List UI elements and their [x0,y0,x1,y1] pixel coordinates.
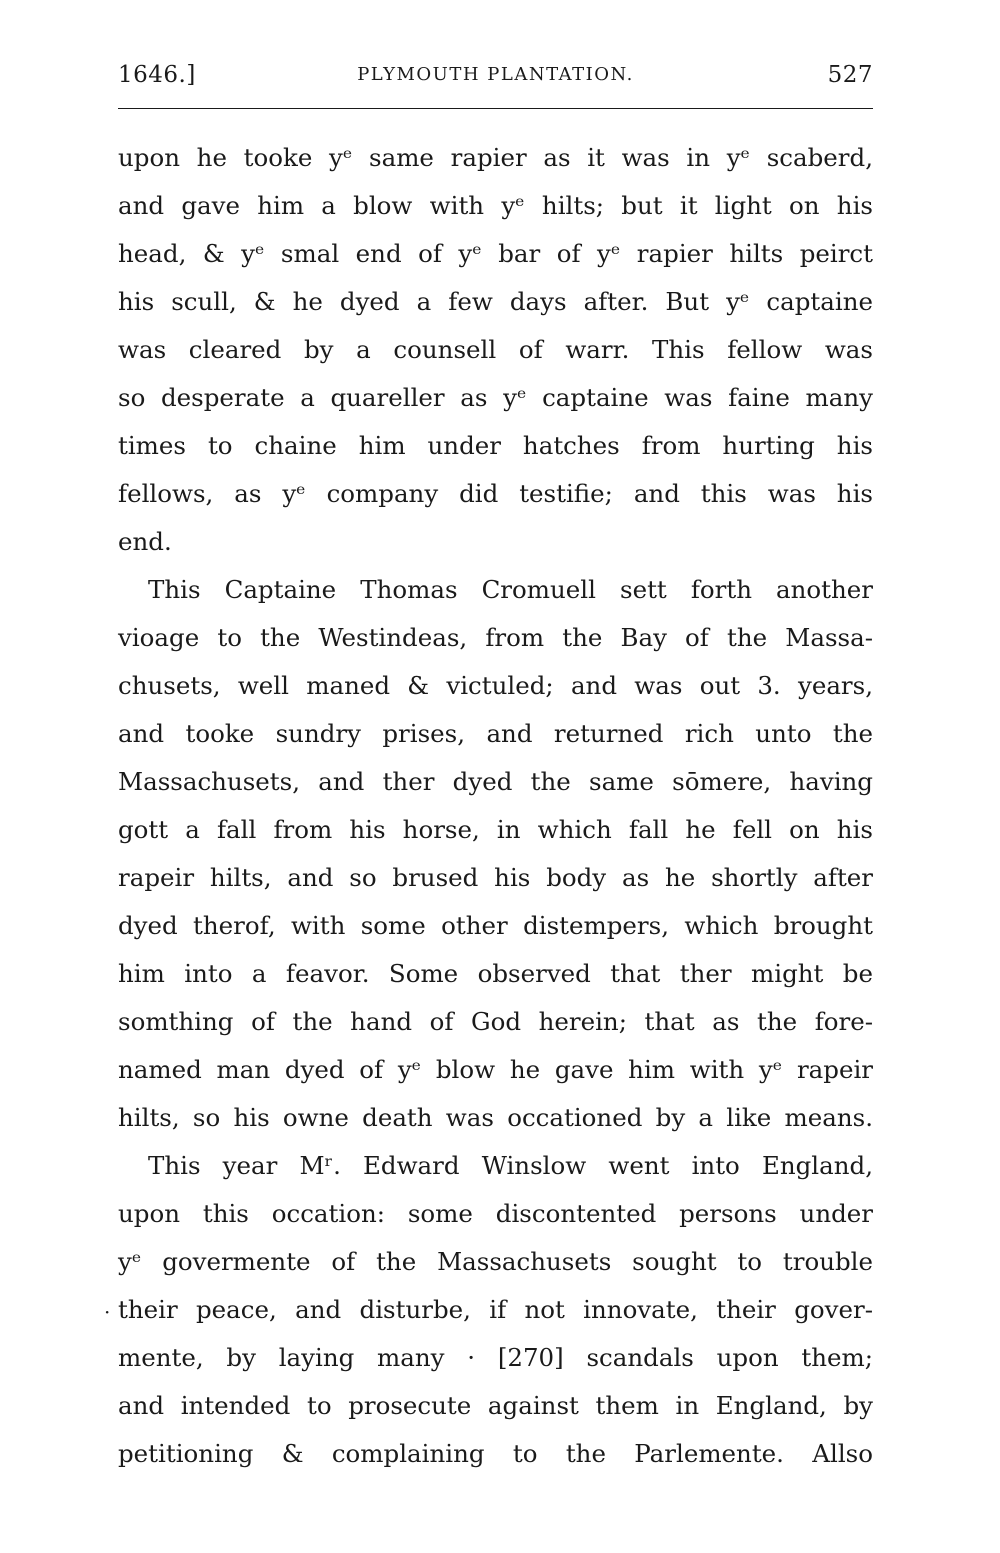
text-line: and tooke sundry prises, and returned rich unto the [118,719,873,748]
text-line: named man dyed of yᵉ blow he gave him with yᵉ rapeir [118,1055,873,1084]
text-line: upon this occation: some discontented persons under [118,1199,873,1228]
text-line: petitioning & complaining to the Parlemente. Allso [118,1439,873,1468]
text-line: dyed therof, with some other distempers, which brought [118,911,873,940]
text-line: chusets, well maned & victuled; and was out 3. years, [118,671,873,700]
text-line: and gave him a blow with yᵉ hilts; but it light on his [118,191,873,220]
text-line: times to chaine him under hatches from hurting his [118,431,873,460]
text-line: hilts, so his owne death was occationed by a like means. [118,1103,873,1132]
text-line: mente, by laying many · [270] scandals upon them; [118,1343,873,1372]
header-rule [118,108,873,109]
running-header [118,58,873,92]
header-title: PLYMOUTH PLANTATION. [357,64,634,85]
text-line: Massachusets, and ther dyed the same sōmere, having [118,767,873,796]
page-number: 527 [827,62,873,88]
header-year: 1646.] [118,62,196,88]
text-line: was cleared by a counsell of warr. This fellow was [118,335,873,364]
text-line: their peace, and disturbe, if not innovate, their gover- [118,1295,873,1324]
text-line: end. [118,527,172,556]
text-line: This year Mʳ. Edward Winslow went into England, [148,1151,873,1180]
text-line: upon he tooke yᵉ same rapier as it was in yᵉ scaberd, [118,143,873,172]
text-line: fellows, as yᵉ company did testifie; and this was his [118,479,873,508]
margin-mark: · [104,1300,111,1324]
text-line: rapeir hilts, and so brused his body as he shortly after [118,863,873,892]
text-line: yᵉ govermente of the Massachusets sought to trouble [118,1247,873,1276]
text-line: head, & yᵉ smal end of yᵉ bar of yᵉ rapier hilts peirct [118,239,873,268]
text-line: This Captaine Thomas Cromuell sett forth another [148,575,873,604]
text-line: him into a feavor. Some observed that ther might be [118,959,873,988]
text-line: gott a fall from his horse, in which fall he fell on his [118,815,873,844]
text-line: vioage to the Westindeas, from the Bay of the Massa- [118,623,873,652]
text-line: somthing of the hand of God herein; that as the fore- [118,1007,873,1036]
body-text [118,134,873,1478]
text-line: his scull, & he dyed a few days after. But yᵉ captaine [118,287,873,316]
text-line: so desperate a quareller as yᵉ captaine was faine many [118,383,873,412]
text-line: and intended to prosecute against them in England, by [118,1391,873,1420]
